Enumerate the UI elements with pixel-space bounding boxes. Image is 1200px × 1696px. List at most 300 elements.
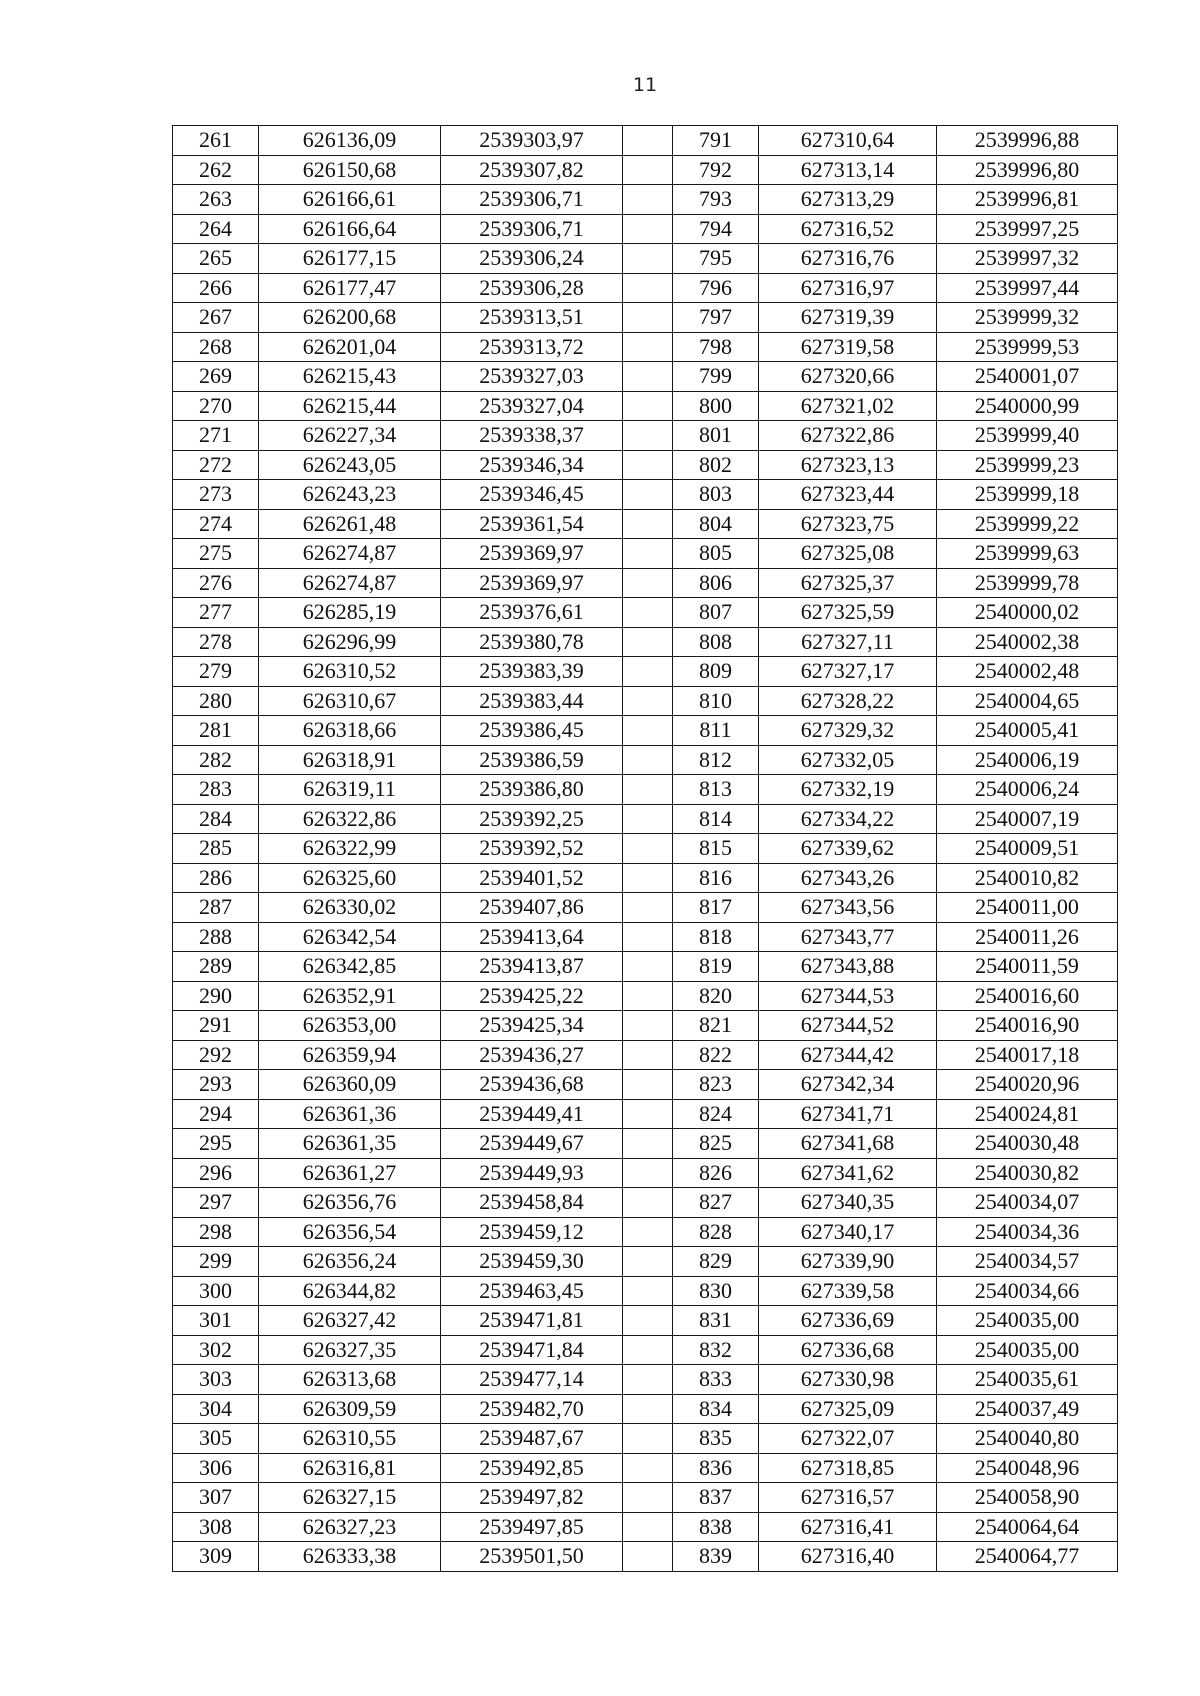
y-coordinate-right: 2540006,24 (937, 775, 1118, 805)
point-number-right: 804 (673, 509, 759, 539)
x-coordinate-right: 627316,40 (759, 1542, 937, 1572)
table-row (173, 686, 1118, 716)
table-row (173, 804, 1118, 834)
table-row (173, 1453, 1118, 1483)
y-coordinate-right: 2540035,00 (937, 1335, 1118, 1365)
point-number-right: 813 (673, 775, 759, 805)
y-coordinate-left: 2539313,72 (441, 332, 623, 362)
x-coordinate-left: 626352,91 (259, 981, 441, 1011)
y-coordinate-left: 2539449,41 (441, 1099, 623, 1129)
y-coordinate-right: 2540011,00 (937, 893, 1118, 923)
point-number-left: 276 (173, 568, 259, 598)
point-number-right: 803 (673, 480, 759, 510)
x-coordinate-left: 626201,04 (259, 332, 441, 362)
point-number-left: 290 (173, 981, 259, 1011)
x-coordinate-right: 627325,09 (759, 1394, 937, 1424)
spacer-cell (623, 1306, 673, 1336)
y-coordinate-right: 2540034,07 (937, 1188, 1118, 1218)
point-number-left: 263 (173, 185, 259, 215)
y-coordinate-left: 2539306,28 (441, 273, 623, 303)
point-number-right: 817 (673, 893, 759, 923)
x-coordinate-left: 626318,66 (259, 716, 441, 746)
y-coordinate-left: 2539471,84 (441, 1335, 623, 1365)
spacer-cell (623, 627, 673, 657)
table-row (173, 155, 1118, 185)
x-coordinate-right: 627327,11 (759, 627, 937, 657)
x-coordinate-left: 626325,60 (259, 863, 441, 893)
x-coordinate-right: 627323,44 (759, 480, 937, 510)
y-coordinate-right: 2540000,02 (937, 598, 1118, 628)
point-number-right: 816 (673, 863, 759, 893)
x-coordinate-left: 626313,68 (259, 1365, 441, 1395)
x-coordinate-left: 626333,38 (259, 1542, 441, 1572)
point-number-left: 286 (173, 863, 259, 893)
point-number-right: 793 (673, 185, 759, 215)
spacer-cell (623, 1070, 673, 1100)
x-coordinate-right: 627329,32 (759, 716, 937, 746)
x-coordinate-left: 626330,02 (259, 893, 441, 923)
point-number-right: 794 (673, 214, 759, 244)
point-number-right: 832 (673, 1335, 759, 1365)
point-number-right: 830 (673, 1276, 759, 1306)
spacer-cell (623, 1129, 673, 1159)
y-coordinate-right: 2540002,48 (937, 657, 1118, 687)
x-coordinate-left: 626215,43 (259, 362, 441, 392)
y-coordinate-left: 2539386,45 (441, 716, 623, 746)
y-coordinate-left: 2539425,22 (441, 981, 623, 1011)
point-number-right: 818 (673, 922, 759, 952)
point-number-left: 305 (173, 1424, 259, 1454)
x-coordinate-right: 627330,98 (759, 1365, 937, 1395)
point-number-left: 270 (173, 391, 259, 421)
table-row (173, 421, 1118, 451)
x-coordinate-right: 627323,75 (759, 509, 937, 539)
y-coordinate-left: 2539477,14 (441, 1365, 623, 1395)
point-number-right: 799 (673, 362, 759, 392)
spacer-cell (623, 1247, 673, 1277)
x-coordinate-right: 627340,35 (759, 1188, 937, 1218)
spacer-cell (623, 362, 673, 392)
point-number-left: 280 (173, 686, 259, 716)
point-number-right: 802 (673, 450, 759, 480)
point-number-left: 295 (173, 1129, 259, 1159)
x-coordinate-right: 627341,62 (759, 1158, 937, 1188)
x-coordinate-left: 626318,91 (259, 745, 441, 775)
point-number-left: 283 (173, 775, 259, 805)
point-number-right: 810 (673, 686, 759, 716)
point-number-left: 288 (173, 922, 259, 952)
x-coordinate-left: 626342,54 (259, 922, 441, 952)
x-coordinate-left: 626360,09 (259, 1070, 441, 1100)
point-number-right: 805 (673, 539, 759, 569)
x-coordinate-left: 626166,64 (259, 214, 441, 244)
table-row (173, 1335, 1118, 1365)
spacer-cell (623, 1040, 673, 1070)
y-coordinate-left: 2539380,78 (441, 627, 623, 657)
point-number-right: 837 (673, 1483, 759, 1513)
x-coordinate-left: 626316,81 (259, 1453, 441, 1483)
table-row (173, 1011, 1118, 1041)
page-number: 11 (632, 74, 658, 96)
y-coordinate-right: 2540037,49 (937, 1394, 1118, 1424)
y-coordinate-right: 2540011,26 (937, 922, 1118, 952)
spacer-cell (623, 952, 673, 982)
table-row (173, 745, 1118, 775)
y-coordinate-left: 2539492,85 (441, 1453, 623, 1483)
table-row (173, 981, 1118, 1011)
point-number-right: 839 (673, 1542, 759, 1572)
y-coordinate-right: 2540035,61 (937, 1365, 1118, 1395)
point-number-left: 291 (173, 1011, 259, 1041)
point-number-left: 277 (173, 598, 259, 628)
table-row (173, 1394, 1118, 1424)
y-coordinate-left: 2539346,45 (441, 480, 623, 510)
point-number-right: 807 (673, 598, 759, 628)
x-coordinate-right: 627343,56 (759, 893, 937, 923)
x-coordinate-left: 626361,36 (259, 1099, 441, 1129)
spacer-cell (623, 273, 673, 303)
point-number-left: 274 (173, 509, 259, 539)
x-coordinate-right: 627342,34 (759, 1070, 937, 1100)
x-coordinate-right: 627316,57 (759, 1483, 937, 1513)
x-coordinate-right: 627325,37 (759, 568, 937, 598)
spacer-cell (623, 893, 673, 923)
spacer-cell (623, 1335, 673, 1365)
y-coordinate-right: 2539996,81 (937, 185, 1118, 215)
x-coordinate-right: 627344,53 (759, 981, 937, 1011)
table-row (173, 1483, 1118, 1513)
table-row (173, 1365, 1118, 1395)
y-coordinate-left: 2539459,30 (441, 1247, 623, 1277)
x-coordinate-left: 626361,35 (259, 1129, 441, 1159)
x-coordinate-left: 626361,27 (259, 1158, 441, 1188)
x-coordinate-right: 627343,88 (759, 952, 937, 982)
table-row (173, 716, 1118, 746)
y-coordinate-right: 2540016,90 (937, 1011, 1118, 1041)
y-coordinate-right: 2539999,40 (937, 421, 1118, 451)
y-coordinate-left: 2539383,39 (441, 657, 623, 687)
y-coordinate-left: 2539306,71 (441, 185, 623, 215)
y-coordinate-left: 2539401,52 (441, 863, 623, 893)
y-coordinate-left: 2539463,45 (441, 1276, 623, 1306)
y-coordinate-right: 2540001,07 (937, 362, 1118, 392)
point-number-right: 791 (673, 126, 759, 156)
x-coordinate-left: 626327,23 (259, 1512, 441, 1542)
spacer-cell (623, 1011, 673, 1041)
y-coordinate-right: 2539999,32 (937, 303, 1118, 333)
point-number-right: 796 (673, 273, 759, 303)
point-number-right: 825 (673, 1129, 759, 1159)
spacer-cell (623, 303, 673, 333)
table-row (173, 214, 1118, 244)
table-row (173, 1306, 1118, 1336)
point-number-left: 303 (173, 1365, 259, 1395)
point-number-right: 797 (673, 303, 759, 333)
x-coordinate-right: 627336,68 (759, 1335, 937, 1365)
y-coordinate-right: 2539999,23 (937, 450, 1118, 480)
spacer-cell (623, 598, 673, 628)
table-row (173, 598, 1118, 628)
spacer-cell (623, 1542, 673, 1572)
x-coordinate-right: 627325,08 (759, 539, 937, 569)
table-row (173, 480, 1118, 510)
spacer-cell (623, 775, 673, 805)
x-coordinate-left: 626356,24 (259, 1247, 441, 1277)
point-number-left: 268 (173, 332, 259, 362)
x-coordinate-right: 627328,22 (759, 686, 937, 716)
spacer-cell (623, 1217, 673, 1247)
table-row (173, 126, 1118, 156)
x-coordinate-left: 626356,54 (259, 1217, 441, 1247)
y-coordinate-left: 2539386,80 (441, 775, 623, 805)
y-coordinate-left: 2539369,97 (441, 568, 623, 598)
x-coordinate-left: 626344,82 (259, 1276, 441, 1306)
coordinates-table (172, 125, 1118, 1572)
y-coordinate-left: 2539392,52 (441, 834, 623, 864)
point-number-right: 838 (673, 1512, 759, 1542)
point-number-right: 833 (673, 1365, 759, 1395)
y-coordinate-left: 2539346,34 (441, 450, 623, 480)
table-row (173, 627, 1118, 657)
table-row (173, 775, 1118, 805)
x-coordinate-right: 627332,19 (759, 775, 937, 805)
spacer-cell (623, 539, 673, 569)
y-coordinate-right: 2540011,59 (937, 952, 1118, 982)
table-row (173, 1276, 1118, 1306)
table-row (173, 834, 1118, 864)
x-coordinate-right: 627322,86 (759, 421, 937, 451)
table-row (173, 1424, 1118, 1454)
y-coordinate-left: 2539306,71 (441, 214, 623, 244)
point-number-right: 792 (673, 155, 759, 185)
spacer-cell (623, 1158, 673, 1188)
x-coordinate-left: 626342,85 (259, 952, 441, 982)
point-number-left: 261 (173, 126, 259, 156)
y-coordinate-left: 2539458,84 (441, 1188, 623, 1218)
y-coordinate-right: 2539999,53 (937, 332, 1118, 362)
point-number-left: 275 (173, 539, 259, 569)
y-coordinate-right: 2540064,64 (937, 1512, 1118, 1542)
x-coordinate-right: 627320,66 (759, 362, 937, 392)
table-row (173, 450, 1118, 480)
x-coordinate-right: 627318,85 (759, 1453, 937, 1483)
x-coordinate-left: 626150,68 (259, 155, 441, 185)
spacer-cell (623, 155, 673, 185)
x-coordinate-right: 627341,71 (759, 1099, 937, 1129)
point-number-left: 267 (173, 303, 259, 333)
x-coordinate-left: 626310,67 (259, 686, 441, 716)
y-coordinate-right: 2540006,19 (937, 745, 1118, 775)
x-coordinate-right: 627322,07 (759, 1424, 937, 1454)
point-number-left: 302 (173, 1335, 259, 1365)
point-number-left: 306 (173, 1453, 259, 1483)
y-coordinate-right: 2540035,00 (937, 1306, 1118, 1336)
x-coordinate-right: 627339,58 (759, 1276, 937, 1306)
point-number-left: 265 (173, 244, 259, 274)
table-row (173, 539, 1118, 569)
point-number-left: 298 (173, 1217, 259, 1247)
y-coordinate-right: 2540034,36 (937, 1217, 1118, 1247)
x-coordinate-left: 626322,99 (259, 834, 441, 864)
x-coordinate-right: 627319,58 (759, 332, 937, 362)
y-coordinate-right: 2540030,82 (937, 1158, 1118, 1188)
spacer-cell (623, 657, 673, 687)
point-number-left: 266 (173, 273, 259, 303)
y-coordinate-left: 2539459,12 (441, 1217, 623, 1247)
y-coordinate-left: 2539471,81 (441, 1306, 623, 1336)
point-number-right: 809 (673, 657, 759, 687)
table-row (173, 244, 1118, 274)
point-number-right: 829 (673, 1247, 759, 1277)
x-coordinate-right: 627344,52 (759, 1011, 937, 1041)
table-row (173, 273, 1118, 303)
x-coordinate-left: 626166,61 (259, 185, 441, 215)
point-number-left: 269 (173, 362, 259, 392)
spacer-cell (623, 981, 673, 1011)
point-number-left: 278 (173, 627, 259, 657)
spacer-cell (623, 1099, 673, 1129)
x-coordinate-left: 626243,23 (259, 480, 441, 510)
y-coordinate-right: 2539996,80 (937, 155, 1118, 185)
point-number-right: 815 (673, 834, 759, 864)
y-coordinate-left: 2539313,51 (441, 303, 623, 333)
y-coordinate-left: 2539436,68 (441, 1070, 623, 1100)
y-coordinate-left: 2539386,59 (441, 745, 623, 775)
point-number-right: 800 (673, 391, 759, 421)
point-number-left: 287 (173, 893, 259, 923)
point-number-right: 836 (673, 1453, 759, 1483)
x-coordinate-right: 627334,22 (759, 804, 937, 834)
x-coordinate-left: 626274,87 (259, 539, 441, 569)
x-coordinate-right: 627316,97 (759, 273, 937, 303)
y-coordinate-left: 2539425,34 (441, 1011, 623, 1041)
x-coordinate-right: 627343,77 (759, 922, 937, 952)
table-row (173, 568, 1118, 598)
spacer-cell (623, 568, 673, 598)
point-number-right: 824 (673, 1099, 759, 1129)
spacer-cell (623, 450, 673, 480)
x-coordinate-right: 627313,29 (759, 185, 937, 215)
point-number-left: 293 (173, 1070, 259, 1100)
x-coordinate-right: 627319,39 (759, 303, 937, 333)
x-coordinate-left: 626136,09 (259, 126, 441, 156)
point-number-right: 827 (673, 1188, 759, 1218)
table-row (173, 1099, 1118, 1129)
table-row (173, 1188, 1118, 1218)
spacer-cell (623, 1483, 673, 1513)
spacer-cell (623, 1276, 673, 1306)
table-row (173, 922, 1118, 952)
point-number-right: 831 (673, 1306, 759, 1336)
point-number-right: 814 (673, 804, 759, 834)
point-number-left: 279 (173, 657, 259, 687)
y-coordinate-left: 2539303,97 (441, 126, 623, 156)
spacer-cell (623, 1394, 673, 1424)
point-number-left: 304 (173, 1394, 259, 1424)
x-coordinate-left: 626309,59 (259, 1394, 441, 1424)
point-number-right: 811 (673, 716, 759, 746)
x-coordinate-left: 626319,11 (259, 775, 441, 805)
x-coordinate-right: 627327,17 (759, 657, 937, 687)
y-coordinate-right: 2540010,82 (937, 863, 1118, 893)
x-coordinate-left: 626261,48 (259, 509, 441, 539)
y-coordinate-right: 2539999,63 (937, 539, 1118, 569)
point-number-right: 795 (673, 244, 759, 274)
x-coordinate-right: 627316,76 (759, 244, 937, 274)
point-number-right: 821 (673, 1011, 759, 1041)
table-row (173, 893, 1118, 923)
x-coordinate-left: 626322,86 (259, 804, 441, 834)
x-coordinate-right: 627341,68 (759, 1129, 937, 1159)
spacer-cell (623, 1365, 673, 1395)
x-coordinate-right: 627339,90 (759, 1247, 937, 1277)
spacer-cell (623, 686, 673, 716)
y-coordinate-right: 2540024,81 (937, 1099, 1118, 1129)
y-coordinate-right: 2540016,60 (937, 981, 1118, 1011)
x-coordinate-left: 626359,94 (259, 1040, 441, 1070)
y-coordinate-left: 2539482,70 (441, 1394, 623, 1424)
x-coordinate-left: 626177,47 (259, 273, 441, 303)
y-coordinate-right: 2540002,38 (937, 627, 1118, 657)
x-coordinate-right: 627321,02 (759, 391, 937, 421)
y-coordinate-left: 2539407,86 (441, 893, 623, 923)
point-number-left: 262 (173, 155, 259, 185)
y-coordinate-left: 2539383,44 (441, 686, 623, 716)
y-coordinate-right: 2540058,90 (937, 1483, 1118, 1513)
point-number-right: 835 (673, 1424, 759, 1454)
y-coordinate-left: 2539376,61 (441, 598, 623, 628)
table-row (173, 1040, 1118, 1070)
point-number-right: 812 (673, 745, 759, 775)
x-coordinate-right: 627340,17 (759, 1217, 937, 1247)
y-coordinate-right: 2540009,51 (937, 834, 1118, 864)
x-coordinate-right: 627339,62 (759, 834, 937, 864)
point-number-left: 294 (173, 1099, 259, 1129)
point-number-left: 284 (173, 804, 259, 834)
spacer-cell (623, 509, 673, 539)
x-coordinate-right: 627343,26 (759, 863, 937, 893)
table-row (173, 1158, 1118, 1188)
y-coordinate-right: 2540007,19 (937, 804, 1118, 834)
table-row (173, 303, 1118, 333)
table-row (173, 1217, 1118, 1247)
y-coordinate-right: 2540000,99 (937, 391, 1118, 421)
y-coordinate-right: 2539997,32 (937, 244, 1118, 274)
point-number-left: 296 (173, 1158, 259, 1188)
x-coordinate-right: 627316,41 (759, 1512, 937, 1542)
table-row (173, 1070, 1118, 1100)
point-number-right: 808 (673, 627, 759, 657)
y-coordinate-right: 2540017,18 (937, 1040, 1118, 1070)
y-coordinate-right: 2540040,80 (937, 1424, 1118, 1454)
x-coordinate-right: 627325,59 (759, 598, 937, 628)
y-coordinate-left: 2539497,82 (441, 1483, 623, 1513)
y-coordinate-right: 2539999,22 (937, 509, 1118, 539)
table-row (173, 1247, 1118, 1277)
spacer-cell (623, 1424, 673, 1454)
x-coordinate-left: 626310,55 (259, 1424, 441, 1454)
x-coordinate-left: 626356,76 (259, 1188, 441, 1218)
coordinates-table-body (173, 126, 1118, 1572)
x-coordinate-left: 626353,00 (259, 1011, 441, 1041)
x-coordinate-left: 626327,42 (259, 1306, 441, 1336)
spacer-cell (623, 1453, 673, 1483)
y-coordinate-left: 2539306,24 (441, 244, 623, 274)
x-coordinate-left: 626177,15 (259, 244, 441, 274)
table-row (173, 863, 1118, 893)
spacer-cell (623, 126, 673, 156)
table-row (173, 1542, 1118, 1572)
